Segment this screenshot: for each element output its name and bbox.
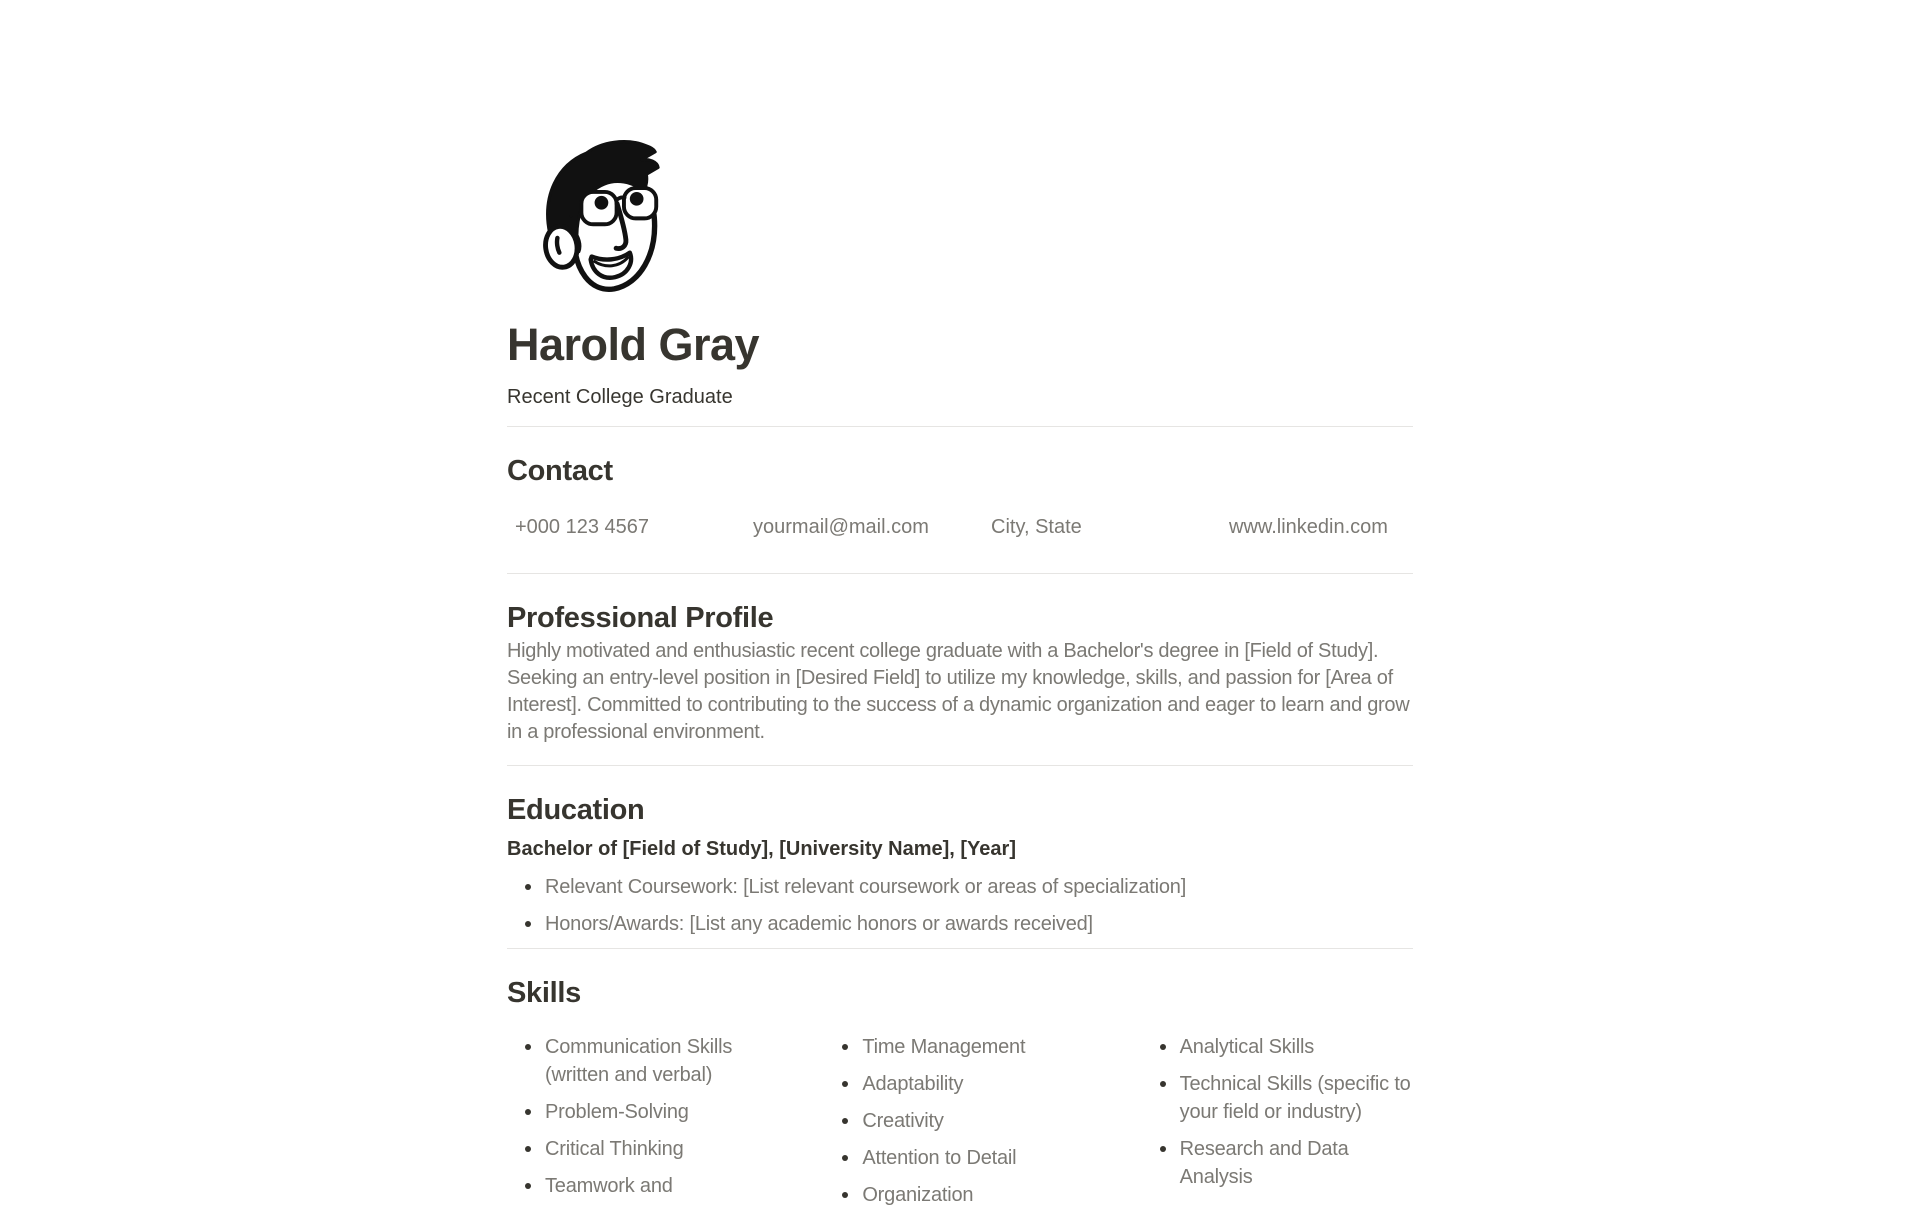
bullet-text: Creativity bbox=[862, 1110, 944, 1132]
list-item bbox=[507, 1135, 778, 1163]
bullet-text: Research and Data Analysis bbox=[1179, 1138, 1349, 1188]
divider bbox=[507, 765, 1413, 766]
bullet-text: Organization bbox=[862, 1184, 974, 1206]
list-item bbox=[1142, 1070, 1413, 1126]
skills-list bbox=[824, 1033, 1095, 1209]
list-item bbox=[507, 1033, 778, 1089]
contact-item: City, State bbox=[991, 516, 1082, 538]
profile-summary: Highly motivated and enthusiastic recent college graduate with a Bachelor's degree in [Field of Study]. Seeking an entry-level position in [Desired Field] to utilize my knowledge, skills, and passion for [Area of Interest]. Committed to contributing to the success of a dynamic organization and eager to learn and grow in a professional environment. bbox=[507, 640, 1410, 743]
list-item bbox=[824, 1181, 1095, 1209]
bullet-text: Technical Skills (specific to your field or industry) bbox=[1179, 1073, 1411, 1123]
education-degree: Bachelor of [Field of Study], [University Name], [Year] bbox=[507, 838, 1016, 860]
list-item bbox=[1142, 1135, 1413, 1191]
skills-column-1 bbox=[507, 1033, 778, 1218]
list-item bbox=[507, 911, 1413, 937]
contact-item: www.linkedin.com bbox=[1229, 516, 1388, 538]
contact-row bbox=[507, 514, 1413, 540]
list-item bbox=[507, 1098, 778, 1126]
list-item bbox=[824, 1144, 1095, 1172]
skills-heading: Skills bbox=[507, 977, 581, 1009]
skills-list bbox=[507, 1033, 778, 1200]
bullet-text: Time Management bbox=[862, 1036, 1026, 1058]
bullet-text: Problem-Solving bbox=[545, 1101, 689, 1123]
bullet-text: Critical Thinking bbox=[545, 1138, 684, 1160]
list-item bbox=[824, 1033, 1095, 1061]
bullet-text: Analytical Skills bbox=[1179, 1036, 1315, 1058]
list-item bbox=[507, 1172, 778, 1200]
contact-item: yourmail@mail.com bbox=[753, 516, 929, 538]
education-list bbox=[507, 874, 1413, 937]
bullet-text: Communication Skills (written and verbal) bbox=[545, 1036, 733, 1086]
contact-item: +000 123 4567 bbox=[515, 516, 650, 538]
bullet-text: Adaptability bbox=[862, 1073, 964, 1095]
profile-heading: Professional Profile bbox=[507, 602, 774, 634]
skills-grid bbox=[507, 1033, 1413, 1218]
avatar-man-with-glasses-icon bbox=[530, 135, 667, 292]
education-heading: Education bbox=[507, 794, 645, 826]
list-item bbox=[507, 874, 1413, 900]
bullet-text: Relevant Coursework: [List relevant coursework or areas of specialization] bbox=[545, 876, 1187, 898]
list-item bbox=[1142, 1033, 1413, 1061]
list-item bbox=[824, 1070, 1095, 1098]
divider bbox=[507, 573, 1413, 574]
contact-heading: Contact bbox=[507, 455, 613, 487]
divider bbox=[507, 948, 1413, 949]
skills-column-3 bbox=[1142, 1033, 1413, 1218]
bullet-text: Honors/Awards: [List any academic honors or awards received] bbox=[545, 913, 1093, 935]
bullet-text: Teamwork and bbox=[545, 1175, 673, 1197]
list-item bbox=[824, 1107, 1095, 1135]
person-subtitle: Recent College Graduate bbox=[507, 386, 733, 408]
person-name: Harold Gray bbox=[507, 319, 760, 370]
divider bbox=[507, 426, 1413, 427]
skills-column-2 bbox=[824, 1033, 1095, 1218]
skills-list bbox=[1142, 1033, 1413, 1191]
bullet-text: Attention to Detail bbox=[862, 1147, 1017, 1169]
resume-page bbox=[507, 0, 1413, 1218]
